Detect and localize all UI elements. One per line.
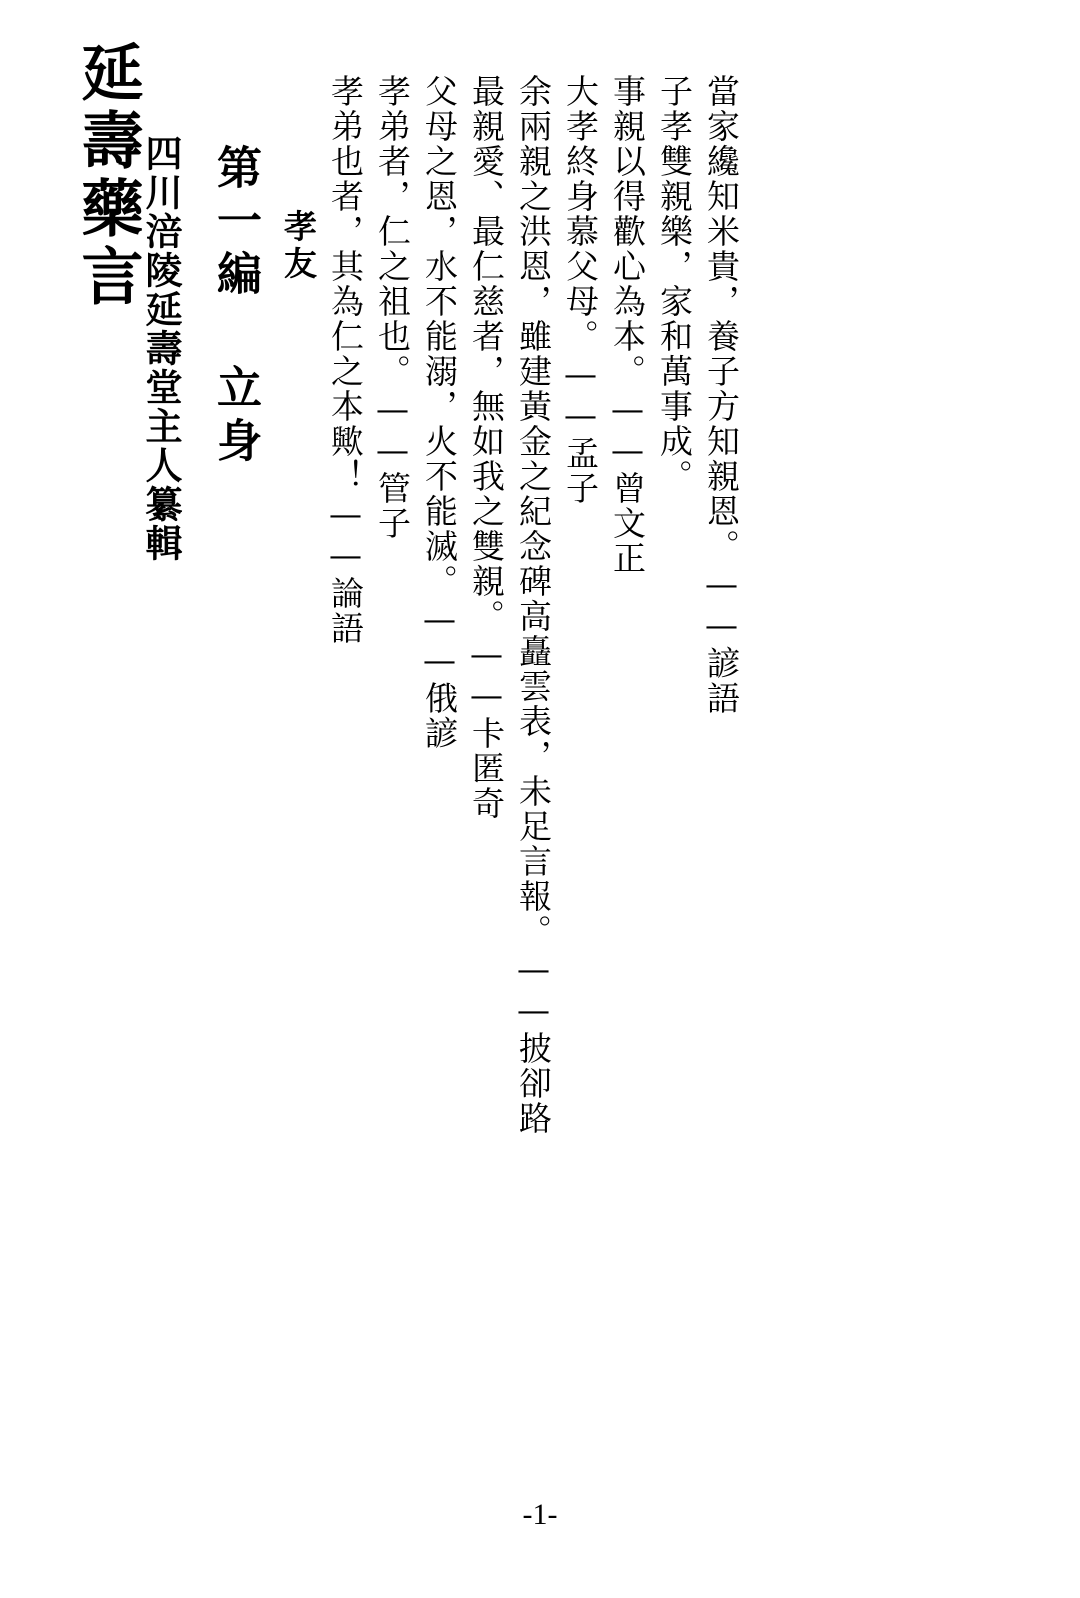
- page-number: -1-: [522, 1498, 558, 1531]
- body-line: 最親愛、最仁慈者，無如我之雙親。——卡匿奇: [467, 74, 506, 821]
- vertical-text-area: [70, 34, 1020, 1434]
- byline: 四川涪陵延壽堂主人纂輯: [139, 134, 183, 563]
- body-line: 父母之恩，水不能溺，火不能滅。——俄諺: [420, 74, 459, 751]
- body-line: 當家纔知米貴，養子方知親恩。——諺語: [702, 74, 741, 716]
- body-line: 子孝雙親樂，家和萬事成。: [655, 74, 694, 494]
- part-title: 第一編 立身: [209, 144, 262, 470]
- body-line: 大孝終身慕父母。——孟子: [561, 74, 600, 506]
- section-title: 孝友: [279, 209, 318, 283]
- title-block: [71, 34, 183, 654]
- body-line: 余兩親之洪恩，雖建黃金之紀念碑高矗雲表，未足言報。——披卻路: [514, 74, 553, 1136]
- book-title: 延壽藥言: [71, 40, 144, 312]
- body-line: 孝弟也者，其為仁之本歟！——論語: [326, 74, 365, 646]
- body-line: 孝弟者，仁之祖也。——管子: [373, 74, 412, 541]
- body-line: 事親以得歡心為本。——曾文正: [608, 74, 647, 576]
